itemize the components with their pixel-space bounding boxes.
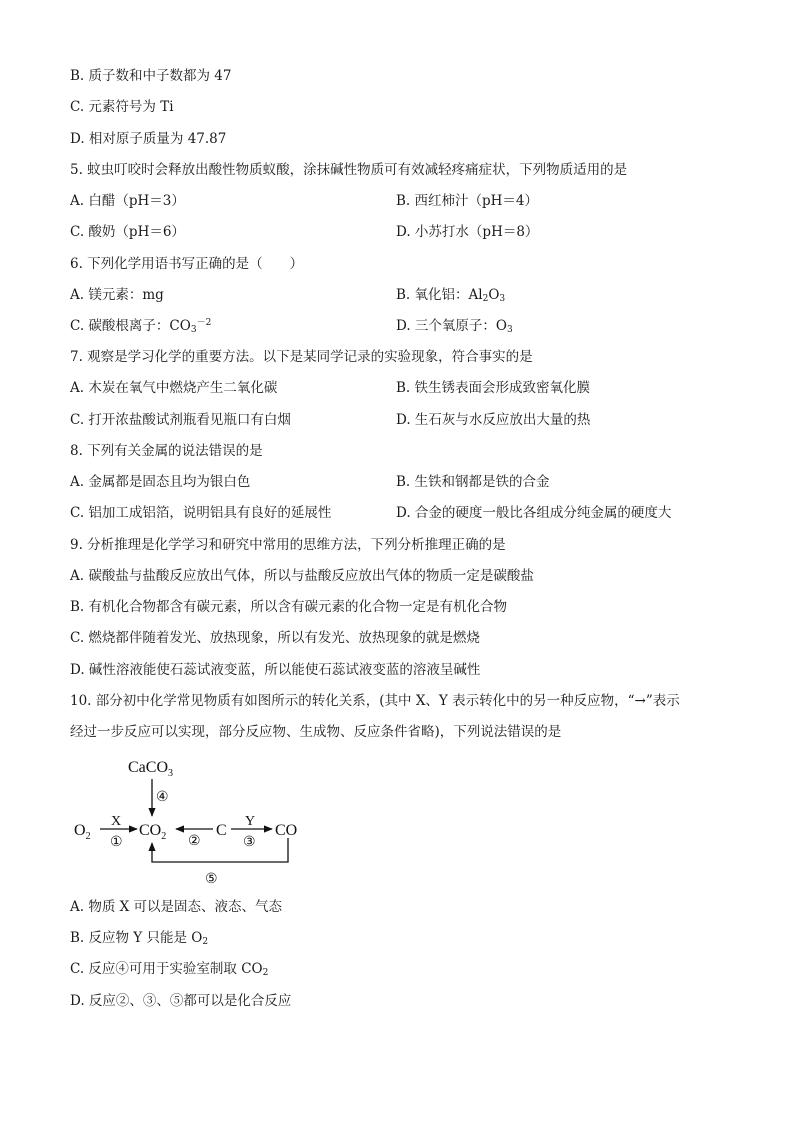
q5-stem: 5. 蚊虫叮咬时会释放出酸性物质蚁酸，涂抹碱性物质可有效减轻疼痛症状，下列物质适用的是 xyxy=(70,162,628,178)
q7-option-b: B. 铁生锈表面会形成致密氧化膜 xyxy=(396,380,591,396)
q9-stem: 9. 分析推理是化学学习和研究中常用的思维方法，下列分析推理正确的是 xyxy=(70,537,506,553)
q10-option-c: C. 反应④可用于实验室制取 $CO_2$ xyxy=(70,961,269,978)
reactant-x-label: X xyxy=(111,814,122,829)
q6-option-a: A. 镁元素：mg xyxy=(70,287,164,303)
conversion-diagram xyxy=(70,752,310,892)
q4-option-b: B. 质子数和中子数都为 47 xyxy=(70,68,232,84)
reaction-2-label: ② xyxy=(188,834,201,849)
c-label: C xyxy=(216,822,227,839)
reaction-3-label: ③ xyxy=(243,835,256,850)
q7-option-d: D. 生石灰与水反应放出大量的热 xyxy=(396,412,591,428)
q5-option-c: C. 酸奶（pH＝6） xyxy=(70,224,185,240)
q9-option-b: B. 有机化合物都含有碳元素，所以含有碳元素的化合物一定是有机化合物 xyxy=(70,599,508,615)
q10-stem-line-1: 10. 部分初中化学常见物质有如图所示的转化关系，(其中 X、Y 表示转化中的另一种反应物，“→”表示 xyxy=(70,693,680,709)
caco3-label: CaCO$_3$ xyxy=(128,759,173,779)
q6-option-d: D. 三个氧原子：$O_3$ xyxy=(396,318,513,335)
q6-stem: 6. 下列化学用语书写正确的是（ ） xyxy=(70,256,304,272)
q8-option-c: C. 铝加工成铝箔，说明铝具有良好的延展性 xyxy=(70,505,332,521)
q9-option-c: C. 燃烧都伴随着发光、放热现象，所以有发光、放热现象的就是燃烧 xyxy=(70,630,480,646)
co2-label: $CO_2$ xyxy=(139,822,167,842)
q7-stem: 7. 观察是学习化学的重要方法。以下是某同学记录的实验现象，符合事实的是 xyxy=(70,349,533,365)
q10-stem-line-2: 经过一步反应可以实现，部分反应物、生成物、反应条件省略)，下列说法错误的是 xyxy=(70,724,562,740)
reaction-5-label: ⑤ xyxy=(205,872,218,887)
reaction-1-label: ① xyxy=(110,835,123,850)
reactant-y-label: Y xyxy=(245,814,256,829)
q8-option-b: B. 生铁和钢都是铁的合金 xyxy=(396,474,550,490)
q8-option-d: D. 合金的硬度一般比各组成分纯金属的硬度大 xyxy=(396,505,672,521)
reaction-4-label: ④ xyxy=(156,790,169,805)
q5-option-b: B. 西红柿汁（pH＝4） xyxy=(396,193,539,209)
q8-stem: 8. 下列有关金属的说法错误的是 xyxy=(70,443,263,459)
q4-option-d: D. 相对原子质量为 47.87 xyxy=(70,131,227,147)
q9-option-d: D. 碱性溶液能使石蕊试液变蓝，所以能使石蕊试液变蓝的溶液呈碱性 xyxy=(70,662,481,678)
q6-option-b: B. 氧化铝：$Al_2O_3$ xyxy=(396,287,506,304)
q8-option-a: A. 金属都是固态且均为银白色 xyxy=(70,474,251,490)
q5-option-d: D. 小苏打水（pH＝8） xyxy=(396,224,539,240)
q10-option-a: A. 物质 X 可以是固态、液态、气态 xyxy=(70,899,283,915)
q4-option-c: C. 元素符号为 Ti xyxy=(70,99,174,115)
q7-option-a: A. 木炭在氧气中燃烧产生二氧化碳 xyxy=(70,380,278,396)
q10-option-b: B. 反应物 Y 只能是 $O_2$ xyxy=(70,930,209,947)
o2-label: $O_2$ xyxy=(74,822,91,842)
q10-option-d: D. 反应②、③、⑤都可以是化合反应 xyxy=(70,993,292,1009)
q5-option-a: A. 白醋（pH＝3） xyxy=(70,193,185,209)
q6-option-c: C. 碳酸根离子：$CO_3^{-2}$ xyxy=(70,318,212,335)
arrow-reaction-5 xyxy=(152,838,288,862)
co-label: CO xyxy=(275,822,298,839)
q7-option-c: C. 打开浓盐酸试剂瓶看见瓶口有白烟 xyxy=(70,412,291,428)
q9-option-a: A. 碳酸盐与盐酸反应放出气体，所以与盐酸反应放出气体的物质一定是碳酸盐 xyxy=(70,568,534,584)
